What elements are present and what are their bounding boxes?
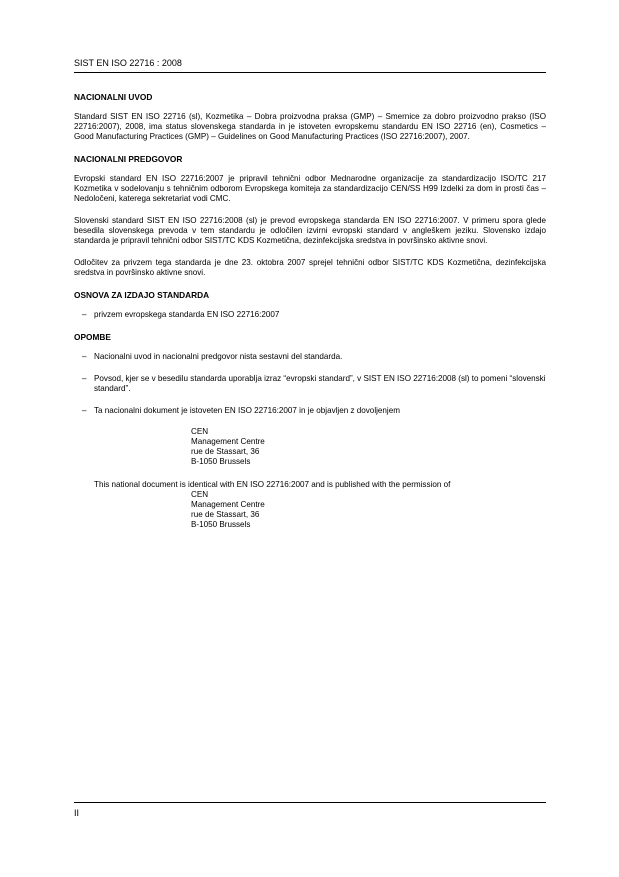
address-line: rue de Stassart, 36 [191,510,260,519]
address-line: B-1050 Brussels [191,457,251,466]
list-item [74,310,546,320]
address-line: Management Centre [191,437,265,446]
address-block-2 [191,490,546,530]
predgovor-paragraph-2: Slovenski standard SIST EN ISO 22716:2008 (sl) je prevod evropskega standarda EN ISO 22716:2007. V primeru spora glede besedila slovenskega prevoda v tem standardu je odločilen izvirni evropski standard v angleškem jeziku. Slovensko izdajo standarda je pripravil tehnični odbor SIST/TC KDS Kozmetična, dezinfekcijska sredstva in površinsko aktivne snovi. [74,216,546,245]
running-header: SIST EN ISO 22716 : 2008 [74,58,182,68]
page-number: II [74,808,80,818]
address-line: rue de Stassart, 36 [191,447,260,456]
address-line: B-1050 Brussels [191,520,251,529]
list-item-text: Ta nacionalni dokument je istoveten EN ISO 22716:2007 in je objavljen z dovoljenjem [94,406,400,415]
address-line: CEN [191,427,209,436]
permission-text: This national document is identical with EN ISO 22716:2007 and is published with the permission of [94,480,451,489]
address-line: CEN [191,490,209,499]
list-item [74,352,546,362]
list-item-text: privzem evropskega standarda EN ISO 22716:2007 [94,310,280,319]
uvod-paragraph: Standard SIST EN ISO 22716 (sl), Kozmetika – Dobra proizvodna praksa (GMP) – Smernice za dobro proizvodno prakso (ISO 22716:2007), 2008, ima status slovenskega standarda in je istoveten evropskemu standardu EN ISO 22716 (en), Cosmetics – Good Manufacturing Practices (GMP) – Guidelines on Good Manufacturing Practices (ISO 22716:2007), 2007. [74,112,546,141]
list-dash: – [82,406,87,415]
page-content [74,92,546,530]
address-line: Management Centre [191,500,265,509]
address-block [191,427,546,467]
header-rule [74,72,546,73]
list-item-text: Povsod, kjer se v besedilu standarda uporablja izraz “evropski standard”, v SIST EN ISO 22716:2008 (sl) to pomeni “slovenski standard”. [94,374,546,393]
list-item [74,374,546,394]
predgovor-paragraph-3: Odločitev za privzem tega standarda je dne 23. oktobra 2007 sprejel tehnični odbor SIST/TC KDS Kozmetična, dezinfekcijska sredstva in površinsko aktivne snovi. [74,258,546,277]
list-dash: – [82,374,87,383]
section-heading-opombe: OPOMBE [74,332,111,342]
list-dash: – [82,352,87,361]
section-heading-predgovor: NACIONALNI PREDGOVOR [74,154,183,164]
section-heading-uvod: NACIONALNI UVOD [74,92,153,102]
predgovor-paragraph-1: Evropski standard EN ISO 22716:2007 je pripravil tehnični odbor Mednarodne organizacije za standardizacijo ISO/TC 217 Kozmetika v sodelovanju s tehničnim odborom Evropskega komiteja za standardizacijo CEN/SS H99 Izdelki za dom in prosti čas – Nedoločeni, katerega sekretariat vodi CMC. [74,174,546,203]
section-heading-osnova: OSNOVA ZA IZDAJO STANDARDA [74,290,210,300]
list-item-text: Nacionalni uvod in nacionalni predgovor nista sestavni del standarda. [94,352,343,361]
list-item [74,406,546,416]
footer-rule [74,802,546,803]
list-dash: – [82,310,87,319]
